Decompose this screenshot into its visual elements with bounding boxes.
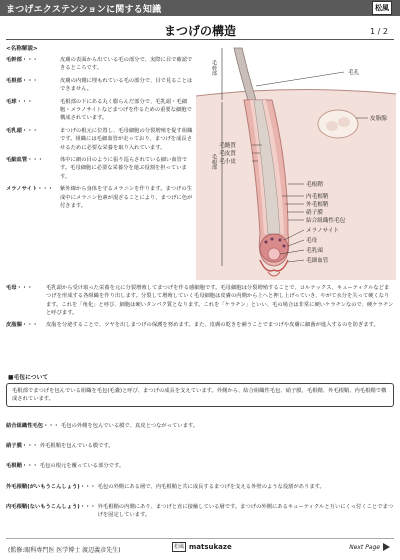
tissue-item	[6, 483, 394, 491]
paragraph-term: 皮脂腺・・・	[6, 321, 38, 328]
arrow-right-icon	[383, 543, 390, 551]
matsukaze-logo: 松風	[372, 1, 392, 15]
glossary-definition: 紫外線から身体を守るメラニンを作ります。まつげの生成中にメラニン色素が混ざることにより、まつげに色が付きます。	[60, 186, 193, 210]
supervisor-credit: (監修:眼科専門医 医学博士 渡辺義彦先生)	[8, 547, 121, 554]
follicle-summary-box: 毛根部でまつげを包んでいる組織を毛包(毛嚢)と呼び、まつげの成長を支えています。外側から、結合組織性毛包、硝子膜、毛根鞘、外毛根鞘、内毛根鞘で構成されています。	[6, 383, 394, 407]
label-connective-follicle: 結合組織性毛包	[306, 218, 346, 224]
glossary-item	[6, 98, 194, 123]
sebaceous-lobe	[326, 121, 338, 131]
melanocyte-dot	[271, 238, 274, 241]
label-inner-root-sheath: 内毛根鞘	[306, 194, 329, 200]
melanocyte-dot	[279, 239, 282, 242]
glossary-definition: 皮膚の内側に埋もれている毛の部分で、目で見ることはできません。	[60, 77, 193, 93]
melanocyte-dot	[283, 245, 286, 248]
series-title: まつげエクステンションに関する知識	[6, 5, 162, 15]
glossary-item	[6, 77, 194, 94]
dermal-papilla	[268, 248, 280, 260]
title-divider	[6, 39, 394, 40]
glossary-term: 毛幹部・・・	[6, 57, 38, 63]
glossary-definition: まつげの根元に位置し、毛母細胞の分裂増殖を促す組織です。組織には毛細血管が走っており、まつげを成長させるために必要な栄養を取り入れています。	[60, 127, 193, 151]
melanocyte-dot	[265, 241, 268, 244]
label-outer-root-sheath: 外毛根鞘	[306, 202, 329, 208]
label-root: 毛根部	[211, 154, 217, 170]
glossary-definition: 皮膚の表面から出ている毛の部分で、実際に目で確認できるところです。	[60, 57, 193, 72]
footer-brand	[172, 542, 232, 552]
label-medulla: 毛髄質	[219, 143, 236, 149]
page-number: 1 / 2	[370, 27, 388, 36]
tissue-definition: 毛包の根元を覆っている部分です。	[39, 463, 125, 470]
label-cortex: 毛皮質	[219, 151, 236, 157]
label-sebaceous: 皮脂腺	[370, 116, 387, 122]
tissue-term: 硝子膜・・・	[6, 443, 38, 450]
eyelash-diagram-svg	[196, 44, 396, 280]
label-papilla: 毛乳頭	[306, 248, 323, 254]
paragraph-definition: 毛乳頭から受け取った栄養を元に分裂増殖してまつげを作る感細胞です。毛母細胞は分裂増殖することで、コルテックス、キューティクルなどまつげを形成する各組織を作り出します。分裂して増殖していく毛母細胞は皮膚の内側から上へと押し上げっていき、やがて水分を失って硬くなります。これを「角化」と呼び、細胞は硬いタンパク質となります。これを「ケラチン」といい、毛の場合は非常に硬いケラチンなので、硬ケラチンと呼びます。	[46, 285, 394, 317]
glossary-item	[6, 56, 194, 73]
label-cuticle: 毛小皮	[219, 159, 236, 165]
eyelash-structure-diagram	[196, 44, 396, 280]
tissue-term: 内毛根鞘(ないもうこんしょう)・・・	[6, 503, 96, 510]
leader-line	[256, 72, 344, 86]
glossary-term: 毛根部・・・	[6, 77, 38, 84]
tissue-item	[6, 462, 394, 470]
glossary-item	[6, 127, 194, 152]
tissue-item	[6, 422, 394, 430]
footer-divider	[6, 538, 394, 539]
tissue-definition: 外毛根鞘の内側にあり、まつげと直に接触している層です。まつげの外側にあるキューティクルと互いにくっ付くことでまつげを固定しています。	[97, 503, 394, 519]
glossary-section	[6, 44, 194, 215]
follicle-heading: ■毛包について	[8, 375, 49, 381]
follicle-tissue-list	[6, 422, 394, 531]
paragraph-row	[6, 321, 394, 329]
sebaceous-gland	[318, 110, 358, 138]
glossary-term: 毛細血管・・・	[6, 157, 44, 164]
tissue-term: 毛根鞘・・・	[6, 463, 38, 470]
label-melanocyte: メラノサイト	[306, 228, 340, 234]
tissue-item	[6, 442, 394, 450]
paragraph-term: 毛母・・・	[6, 285, 33, 291]
tissue-term: 外毛根鞘(がいもうこんしょう)・・・	[6, 483, 96, 490]
brand-name: matsukaze	[189, 543, 232, 551]
label-glassy-membrane: 硝子膜	[306, 210, 323, 216]
next-page-label: Next Page	[349, 543, 380, 551]
label-root-sheath: 毛根鞘	[306, 182, 323, 188]
top-header-bar	[0, 0, 400, 16]
glossary-definition: 体中に網の目のように張り巡らされている細い血管です。毛母細胞に必要な栄養分を運ぶ役割を担っています。	[60, 157, 188, 180]
tissue-definition: 毛包の外側を包んでいる膜で、真皮とつながっています。	[60, 423, 199, 429]
tissue-definition: 外毛根鞘を包んでいる膜です。	[39, 443, 114, 450]
glossary-term: メラノサイト・・・	[6, 186, 54, 193]
next-page-link[interactable]	[349, 543, 390, 551]
paragraph-row	[6, 284, 394, 318]
label-shaft: 毛幹部	[211, 60, 217, 76]
label-capillary: 毛細血管	[306, 258, 329, 264]
glossary-item	[6, 185, 194, 210]
glossary-term: 毛球・・・	[6, 98, 33, 105]
paragraph-definition: 皮脂を分泌することで、ツヤを出しまつげの保護を努めます。また、皮膚の乾きを補うことでまつげや皮膚に細菌が進入するのを防ぎます。	[46, 321, 379, 328]
brand-mark-icon: 松風	[173, 544, 184, 550]
label-matrix: 毛母	[306, 238, 318, 244]
label-pore: 毛孔	[348, 70, 360, 76]
glossary-term: 毛乳頭・・・	[6, 127, 38, 134]
tissue-item	[6, 503, 394, 519]
sebaceous-lobe	[338, 117, 350, 127]
glossary-definition: 毛根部の下にある丸く膨らんだ部分で、毛乳頭・毛細胞・メラノサイトなどまつげを作るための重要な細胞で構成されています。	[60, 98, 192, 122]
matrix-sebaceous-section	[6, 284, 394, 332]
tissue-term: 結合組織性毛包・・・	[6, 423, 59, 429]
glossary-heading: <名称解説>	[6, 46, 38, 52]
glossary-item	[6, 156, 194, 181]
page-title: まつげの構造	[163, 24, 236, 38]
tissue-definition: 毛包の外側にある層で、内毛根鞘と共に成長するまつげを支える外壁のような役割があります。	[97, 483, 325, 490]
